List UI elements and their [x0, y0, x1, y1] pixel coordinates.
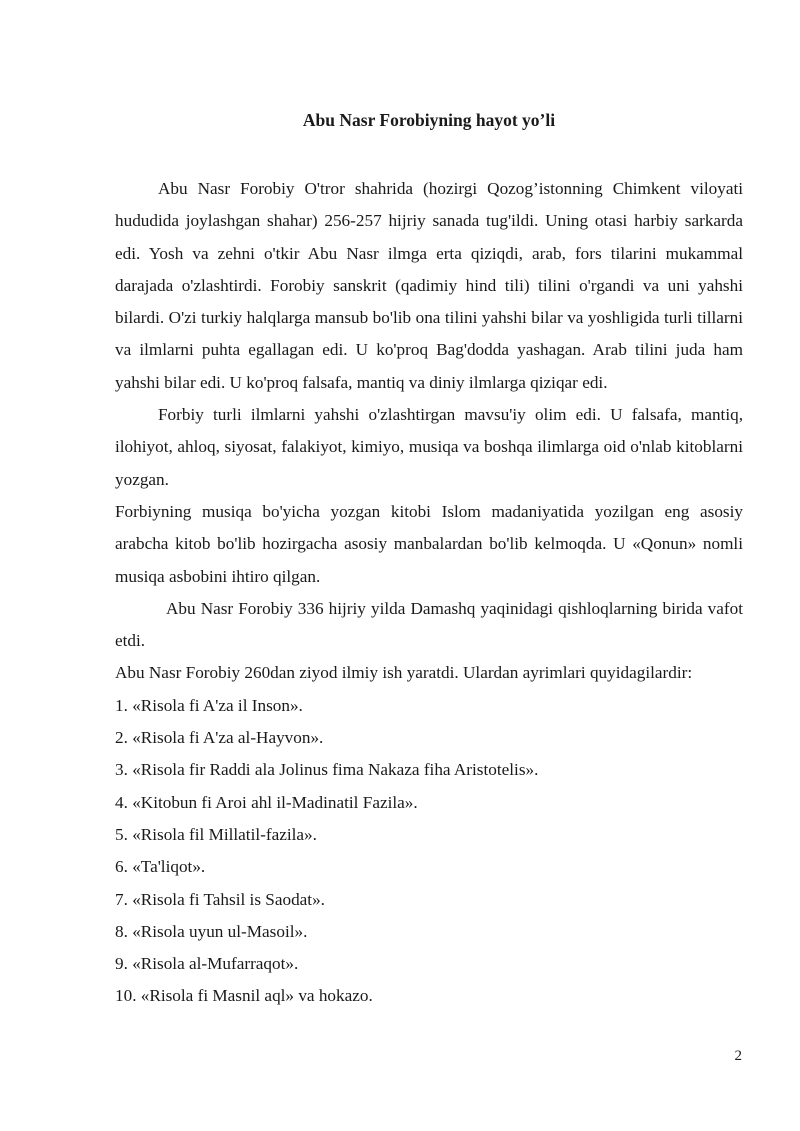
- list-item: 1. «Risola fi A'za il Inson».: [115, 695, 303, 715]
- paragraph-works-intro: Abu Nasr Forobiy 260dan ziyod ilmiy ish yaratdi. Ulardan ayrimlari quyidagilardir:: [115, 663, 693, 683]
- list-item: 3. «Risola fir Raddi ala Jolinus fima Nakaza fiha Aristotelis».: [115, 760, 539, 780]
- list-item: 4. «Kitobun fi Aroi ahl il-Madinatil Fazila».: [115, 792, 418, 812]
- paragraph-biography: Abu Nasr Forobiy O'tror shahrida (hozirgi Qozog’istonning Chimkent viloyati hududida joylashgan shahar) 256-257 hijriy sanada tug'ildi. Uning otasi harbiy sarkarda edi. Yosh va zehni o'tkir Abu Nasr ilmga erta qiziqdi, arab, fors tilarini mukammal darajada o'zlashtirdi. Forobiy sanskrit (qadimiy hind tili) tilini o'rgandi va uni yahshi bilardi. O'zi turkiy halqlarga mansub bo'lib ona tilini yahshi bilar va yoshligida turli tillarni va ilmlarni puhta egallagan edi. U ko'proq Bag'dodda yashagan. Arab tilini juda ham yahshi bilar edi. U ko'proq falsafa, mantiq va diniy ilmlarga qiziqar edi.: [115, 179, 743, 392]
- works-list: [115, 690, 743, 1013]
- list-item: 2. «Risola fi A'za al-Hayvon».: [115, 728, 324, 748]
- document-body: [115, 173, 743, 1013]
- list-item: 9. «Risola al-Mufarraqot».: [115, 954, 299, 974]
- paragraph-scholarship: Forbiy turli ilmlarni yahshi o'zlashtirgan mavsu'iy olim edi. U falsafa, mantiq, ilohiyot, ahloq, siyosat, falakiyot, kimiyo, musiqa va boshqa ilimlarga oid o'nlab kitoblarni yozgan.: [115, 405, 743, 489]
- page-number: 2: [734, 1048, 742, 1064]
- paragraph-death: Abu Nasr Forobiy 336 hijriy yilda Damashq yaqinidagi qishloqlarning birida vafot etdi.: [115, 598, 743, 651]
- list-item: 6. «Ta'liqot».: [115, 857, 206, 877]
- list-item: 10. «Risola fi Masnil aql» va hokazo.: [115, 986, 373, 1006]
- list-item: 8. «Risola uyun ul-Masoil».: [115, 921, 308, 941]
- list-item: 7. «Risola fi Tahsil is Saodat».: [115, 889, 325, 909]
- paragraph-music: Forbiyning musiqa bo'yicha yozgan kitobi Islom madaniyatida yozilgan eng asosiy arabcha kitob bo'lib hozirgacha asosiy manbalardan bo'lib kelmoqda. U «Qonun» nomli musiqa asbobini ihtiro qilgan.: [115, 501, 743, 586]
- list-item: 5. «Risola fil Millatil-fazila».: [115, 824, 317, 844]
- document-title: Abu Nasr Forobiyning hayot yo’li: [302, 110, 556, 130]
